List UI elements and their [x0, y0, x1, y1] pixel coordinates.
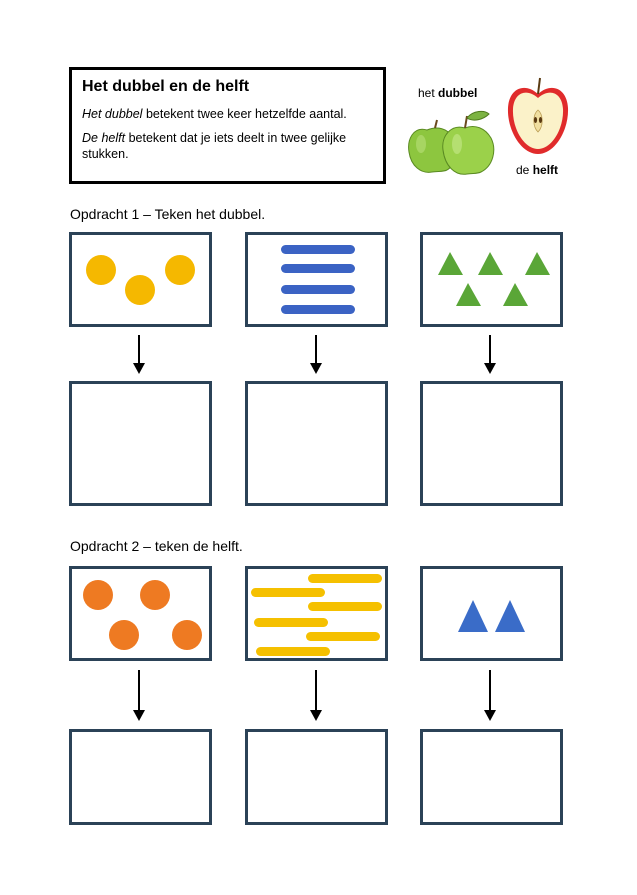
arrow-down-icon [483, 670, 497, 722]
yellow-circle [86, 255, 116, 285]
orange-circle [83, 580, 113, 610]
answer-box[interactable] [245, 381, 388, 506]
triangles-group [423, 235, 560, 324]
orange-circle [172, 620, 202, 650]
definition-helft [82, 130, 373, 162]
circles-group [72, 569, 209, 658]
definition-box [69, 67, 386, 184]
half-apple-icon [505, 74, 571, 156]
definition-helft-text: betekent dat je iets deelt in twee gelijke stukken. [82, 131, 347, 161]
green-triangle [478, 252, 503, 275]
worksheet-title: Het dubbel en de helft [82, 78, 250, 95]
answer-box[interactable] [420, 381, 563, 506]
blue-bar [281, 264, 355, 273]
task-1-example-circles [69, 232, 212, 327]
yellow-circle [125, 275, 155, 305]
bars-group [248, 569, 385, 658]
green-triangle [525, 252, 550, 275]
arrow-down-icon [132, 670, 146, 722]
two-apples-icon [405, 108, 497, 178]
circles-group [72, 235, 209, 324]
yellow-bar [254, 618, 328, 627]
orange-circle [109, 620, 139, 650]
answer-box[interactable] [69, 729, 212, 825]
definition-dubbel-term: Het dubbel [82, 107, 143, 121]
dubbel-label-prefix: het [418, 86, 439, 100]
task-1-title: Opdracht 1 – Teken het dubbel. [70, 206, 266, 222]
blue-bar [281, 285, 355, 294]
yellow-bar [308, 574, 382, 583]
answer-box[interactable] [69, 381, 212, 506]
blue-triangle [458, 600, 488, 632]
task-1-example-bars [245, 232, 388, 327]
arrow-down-icon [309, 670, 323, 722]
dubbel-label-bold: dubbel [438, 86, 478, 100]
yellow-circle [165, 255, 195, 285]
definition-dubbel-text: betekent twee keer hetzelfde aantal. [142, 107, 347, 121]
task-2-example-circles [69, 566, 212, 661]
yellow-bar [256, 647, 330, 656]
helft-label-bold: helft [532, 163, 559, 177]
yellow-bar [251, 588, 325, 597]
green-triangle [438, 252, 463, 275]
task-1-example-triangles [420, 232, 563, 327]
task-2-example-triangles [420, 566, 563, 661]
blue-bar [281, 305, 355, 314]
arrow-down-icon [483, 335, 497, 375]
helft-label [516, 163, 558, 177]
task-2-example-bars [245, 566, 388, 661]
blue-triangle [495, 600, 525, 632]
helft-label-prefix: de [516, 163, 533, 177]
definition-dubbel [82, 106, 373, 122]
yellow-bar [308, 602, 382, 611]
bars-group [248, 235, 385, 324]
definition-helft-term: De helft [82, 131, 126, 145]
dubbel-label [418, 86, 477, 100]
answer-box[interactable] [245, 729, 388, 825]
triangles-group [423, 569, 560, 658]
yellow-bar [306, 632, 380, 641]
blue-bar [281, 245, 355, 254]
arrow-down-icon [132, 335, 146, 375]
green-triangle [503, 283, 528, 306]
green-triangle [456, 283, 481, 306]
answer-box[interactable] [420, 729, 563, 825]
orange-circle [140, 580, 170, 610]
task-2-title: Opdracht 2 – teken de helft. [70, 538, 243, 554]
arrow-down-icon [309, 335, 323, 375]
